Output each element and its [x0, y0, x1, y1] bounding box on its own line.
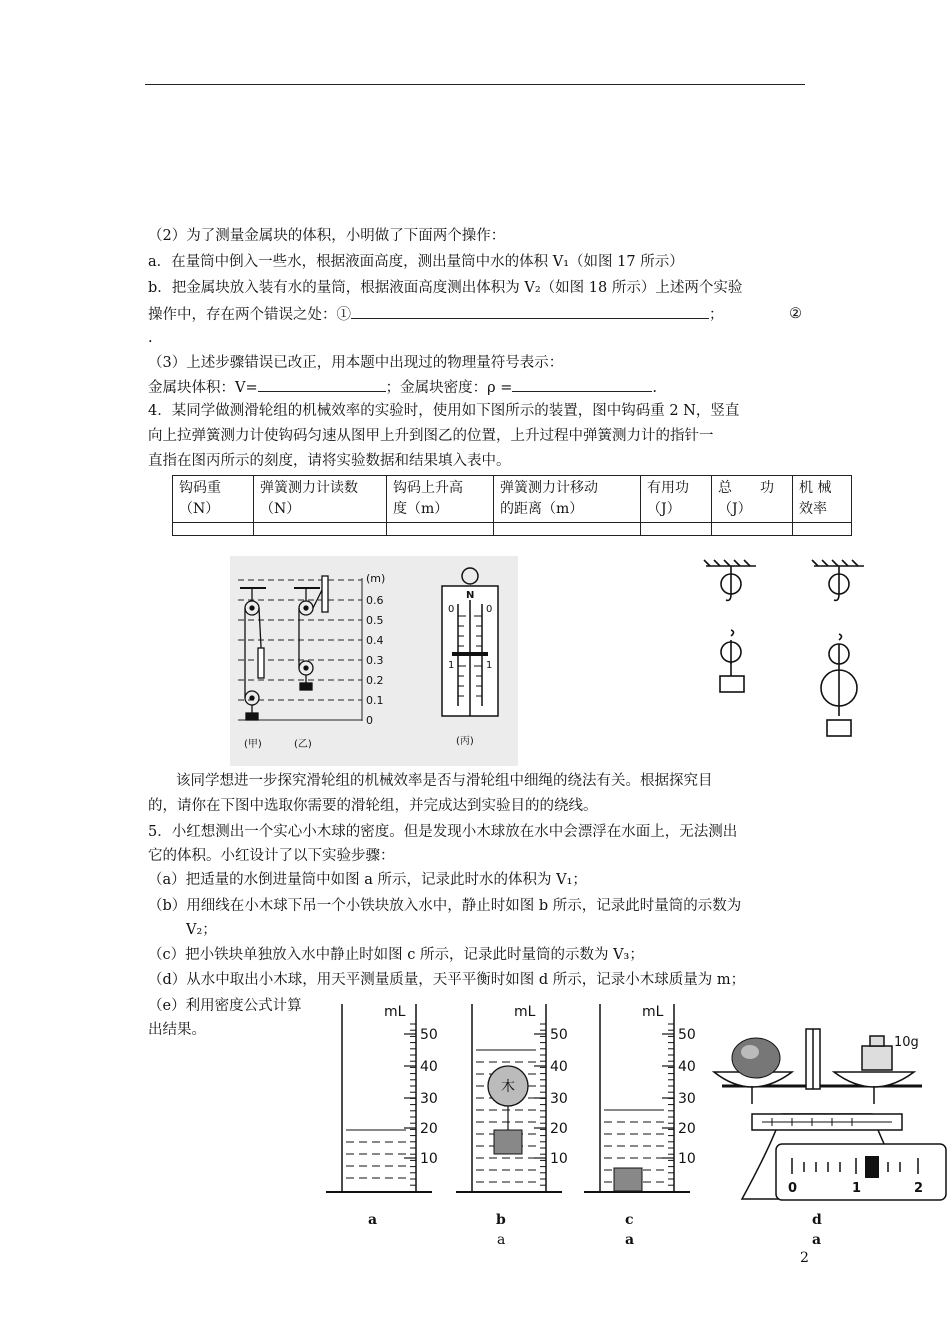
scale-tick-2: 2 — [914, 1181, 924, 1196]
q3-step-b-line3: . — [148, 330, 153, 346]
svg-text:1: 1 — [448, 660, 455, 671]
cylinder-tick-label: 50 — [678, 1027, 696, 1043]
th-hook-weight: 钩码重 （N） — [173, 476, 254, 523]
td-total-work[interactable] — [712, 523, 793, 536]
q5-line1: 5．小红想测出一个实心小木球的密度。但是发现小木球放在水中会漂浮在水面上，无法测出 — [148, 824, 738, 840]
q3-step-b-line2 — [148, 304, 724, 325]
table-answer-row — [173, 523, 852, 536]
cylinder-tick-label: 20 — [550, 1121, 568, 1137]
fig-label-d: d — [812, 1212, 822, 1228]
error-prefix: 操作中，存在两个错误之处：① — [148, 307, 351, 323]
svg-text:(乙): (乙) — [294, 739, 312, 750]
iron-block — [614, 1168, 642, 1191]
cylinder-tick-label: 30 — [678, 1091, 696, 1107]
th-efficiency: 机 械 效率 — [793, 476, 852, 523]
th-spring-reading: 弹簧测力计读数 （N） — [254, 476, 387, 523]
volume-blank[interactable] — [258, 377, 386, 392]
svg-text:0.3: 0.3 — [366, 654, 384, 667]
q3-step-a: a．在量筒中倒入一些水，根据液面高度，测出量筒中水的体积 V₁（如图 17 所示） — [148, 254, 684, 270]
cylinder-tick-label: 40 — [550, 1059, 568, 1075]
q5-step-d: （d）从水中取出小木球，用天平测量质量，天平平衡时如图 d 所示，记录小木球质量为 m； — [148, 972, 746, 988]
td-hook-height[interactable] — [387, 523, 494, 536]
td-spring-distance[interactable] — [494, 523, 641, 536]
q4-line1: 4．某同学做测滑轮组的机械效率的实验时，使用如下图所示的装置，图中钩码重 2 N，竖直 — [148, 403, 740, 419]
q4-line2: 向上拉弹簧测力计使钩码匀速从图甲上升到图乙的位置，上升过程中弹簧测力计的指针一 — [148, 428, 714, 444]
fig-sublabel-c: a — [625, 1232, 635, 1248]
fig-label-a: a — [368, 1212, 378, 1228]
scale-tick-1: 1 — [852, 1181, 862, 1196]
q5-step-e2: 出结果。 — [148, 1022, 206, 1038]
measuring-cylinder — [326, 1004, 438, 1192]
cylinder-tick-label: 30 — [550, 1091, 568, 1107]
cylinder-tick-label: 50 — [420, 1027, 438, 1043]
header-rule — [145, 84, 805, 85]
error-sep: ； — [709, 307, 724, 323]
cylinder-tick-label: 50 — [550, 1027, 568, 1043]
svg-text:(丙): (丙) — [456, 736, 474, 747]
cylinder-tick-label: 20 — [420, 1121, 438, 1137]
iron-block — [494, 1130, 522, 1154]
table-header-row — [173, 476, 852, 523]
svg-text:0: 0 — [448, 604, 455, 615]
cylinder-tick-label: 20 — [678, 1121, 696, 1137]
th-useful-work: 有用功 （J） — [641, 476, 712, 523]
density-sep: ；金属块密度： — [385, 380, 488, 396]
page-number: 2 — [800, 1250, 809, 1266]
q4-follow-line2: 的，请你在下图中选取你需要的滑轮组，并完成达到实验目的的绕线。 — [148, 798, 598, 814]
th-spring-distance: 弹簧测力计移动 的距离（m） — [494, 476, 641, 523]
svg-text:0.5: 0.5 — [366, 614, 384, 627]
td-useful-work[interactable] — [641, 523, 712, 536]
measuring-cylinders-figure — [320, 994, 700, 1204]
q3-part3-answer — [148, 377, 657, 398]
q5-step-a: （a）把适量的水倒进量筒中如图 a 所示，记录此时水的体积为 V₁； — [148, 872, 587, 888]
svg-text:1: 1 — [486, 660, 493, 671]
cylinder-unit: mL — [642, 1004, 664, 1020]
measuring-cylinder — [456, 1004, 568, 1192]
density-label: ρ = — [487, 380, 513, 396]
svg-text:0: 0 — [366, 714, 373, 727]
th-total-work: 总 功 （J） — [712, 476, 793, 523]
fig-label-c: c — [625, 1212, 634, 1228]
scale-tick-0: 0 — [788, 1181, 798, 1196]
q3-part3-intro: （3）上述步骤错误已改正，用本题中出现过的物理量符号表示： — [148, 355, 564, 371]
cylinder-tick-label: 10 — [678, 1151, 696, 1167]
q5-step-c: （c）把小铁块单独放入水中静止时如图 c 所示，记录此时量筒的示数为 V₃； — [148, 947, 644, 963]
balance-figure — [712, 1024, 948, 1204]
fig-label-b: b — [496, 1212, 506, 1228]
pulley-blocks-for-winding — [700, 556, 870, 746]
fig-sublabel-d: a — [812, 1232, 822, 1248]
q3-step-b-line1: b．把金属块放入装有水的量筒，根据液面高度测出体积为 V₂（如图 18 所示）上述两个实验 — [148, 280, 743, 296]
cylinder-tick-label: 10 — [550, 1151, 568, 1167]
cylinder-tick-label: 40 — [678, 1059, 696, 1075]
cylinder-tick-label: 40 — [420, 1059, 438, 1075]
td-hook-weight[interactable] — [173, 523, 254, 536]
q4-data-table — [172, 475, 852, 536]
wood-ball-label: 木 — [501, 1079, 515, 1095]
q5-step-b1: （b）用细线在小木球下吊一个小铁块放入水中，静止时如图 b 所示，记录此时量筒的示数为 — [148, 898, 742, 914]
pulley-experiment-figure — [230, 556, 518, 766]
td-spring-reading[interactable] — [254, 523, 387, 536]
error-1-blank[interactable] — [351, 304, 709, 319]
cylinder-unit: mL — [514, 1004, 536, 1020]
cylinder-tick-label: 10 — [420, 1151, 438, 1167]
svg-text:0.1: 0.1 — [366, 694, 384, 707]
q4-follow-line1: 该同学想进一步探究滑轮组的机械效率是否与滑轮组中细绳的绕法有关。根据探究目 — [176, 773, 713, 789]
svg-text:N: N — [466, 590, 475, 601]
rider — [865, 1156, 879, 1178]
error-2-marker: ② — [789, 306, 802, 322]
q5-step-e1: （e）利用密度公式计算 — [148, 998, 302, 1014]
fig-sublabel-b: a — [497, 1232, 506, 1248]
svg-text:0.6: 0.6 — [366, 594, 384, 607]
q5-line2: 它的体积。小红设计了以下实验步骤： — [148, 848, 395, 864]
measuring-cylinder — [584, 1004, 696, 1192]
q4-line3: 直指在图丙所示的刻度，请将实验数据和结果填入表中。 — [148, 453, 511, 469]
q3-part2-intro: （2）为了测量金属块的体积，小明做了下面两个操作： — [148, 228, 506, 244]
q5-step-b2: V₂； — [186, 922, 217, 938]
svg-text:0: 0 — [486, 604, 493, 615]
svg-text:(m): (m) — [366, 572, 386, 585]
svg-text:(甲): (甲) — [244, 739, 262, 750]
cylinder-unit: mL — [384, 1004, 406, 1020]
density-end: . — [652, 380, 658, 396]
weight-label: 10g — [894, 1035, 919, 1050]
th-hook-height: 钩码上升高 度（m） — [387, 476, 494, 523]
volume-label: 金属块体积：V= — [148, 380, 258, 396]
cylinder-tick-label: 30 — [420, 1091, 438, 1107]
density-blank[interactable] — [512, 377, 652, 392]
svg-text:0.2: 0.2 — [366, 674, 384, 687]
svg-text:0.4: 0.4 — [366, 634, 384, 647]
td-efficiency[interactable] — [793, 523, 852, 536]
